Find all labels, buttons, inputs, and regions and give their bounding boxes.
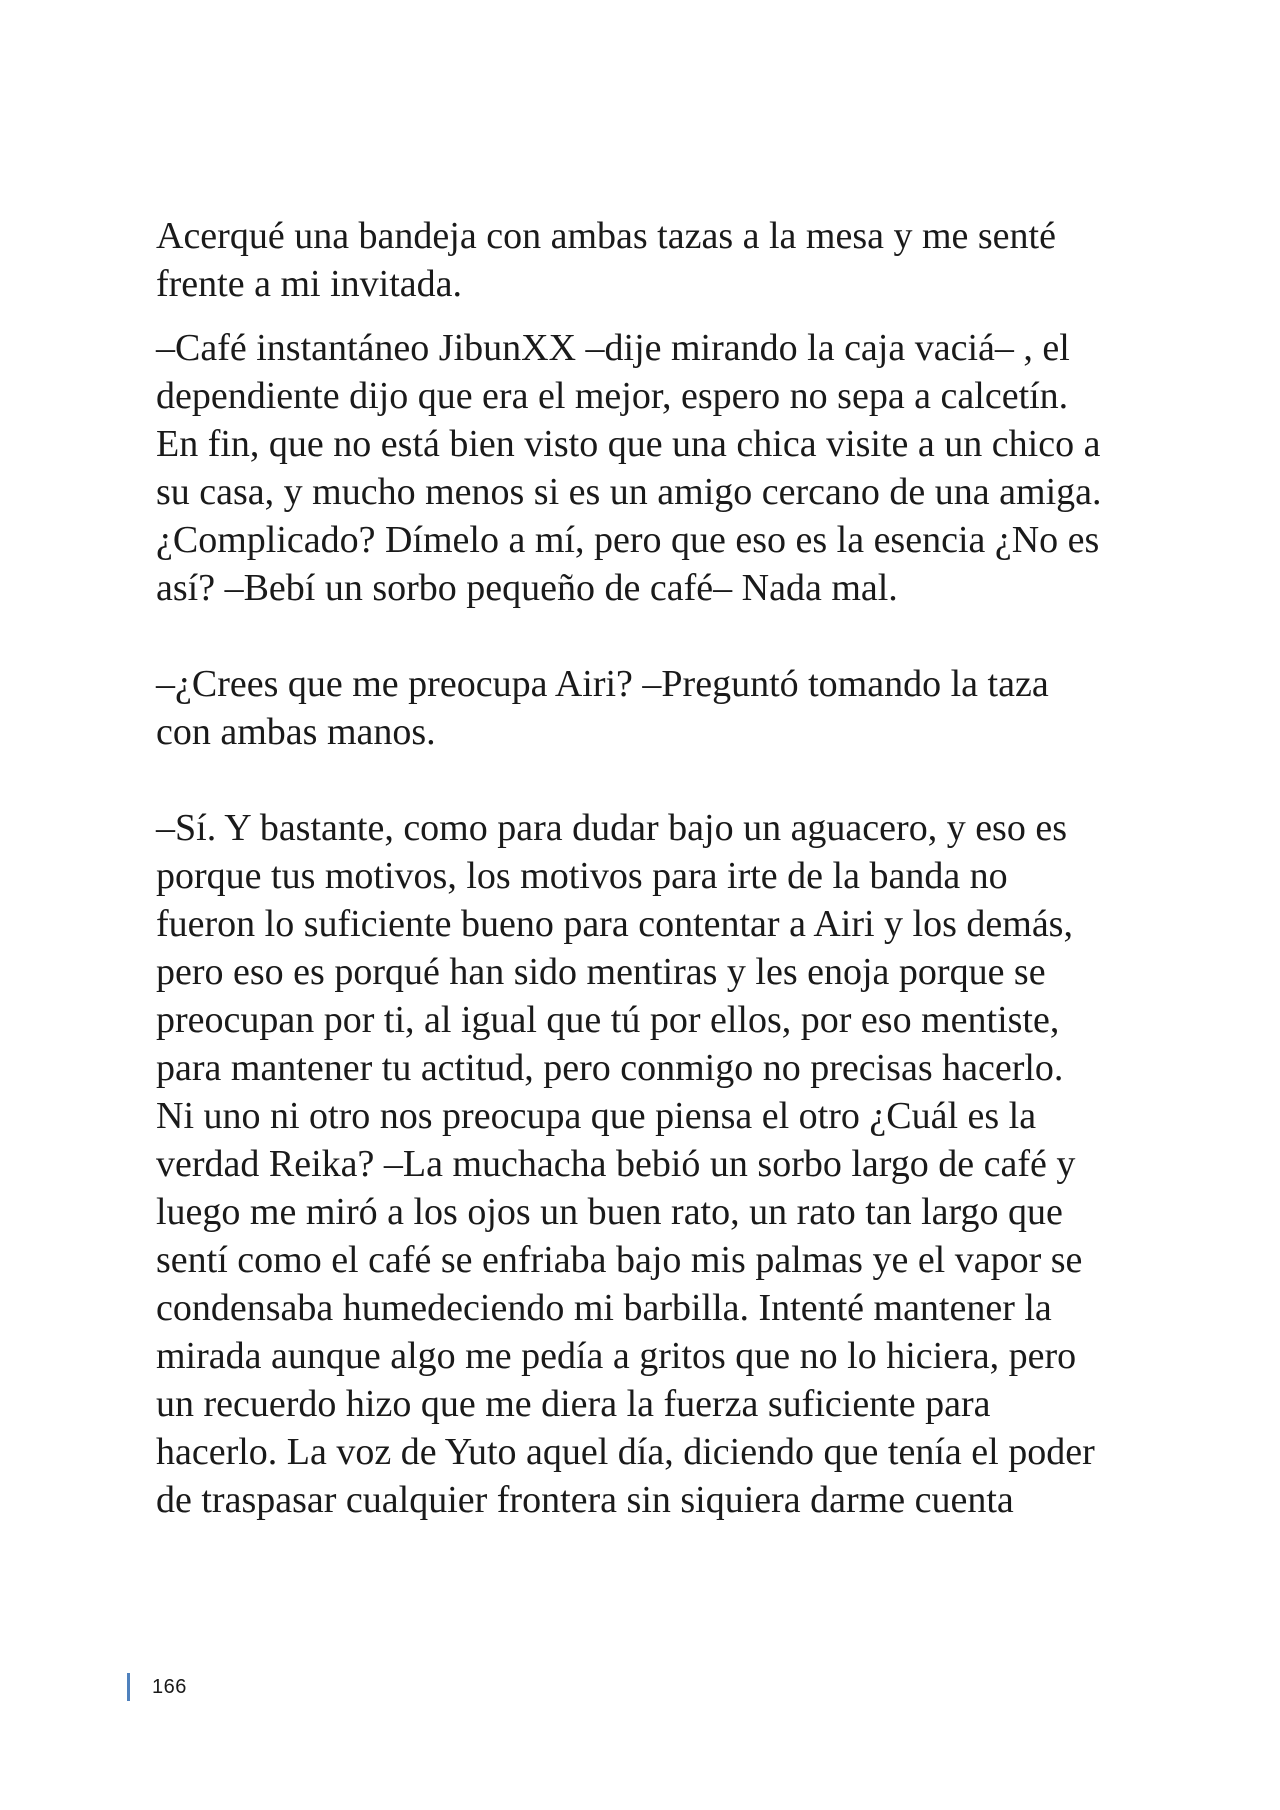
text-line: preocupan por ti, al igual que tú por ellos, por eso mentiste, (156, 999, 1060, 1041)
footer-rule (127, 1673, 130, 1701)
text-line: fueron lo suficiente bueno para contentar a Airi y los demás, (156, 903, 1073, 945)
text-line: ¿Complicado? Dímelo a mí, pero que eso es la esencia ¿No es (156, 519, 1100, 561)
text-line: pero eso es porqué han sido mentiras y les enoja porque se (156, 951, 1046, 993)
paragraph (156, 324, 1196, 612)
text-line: un recuerdo hizo que me diera la fuerza suficiente para (156, 1383, 991, 1425)
text-line: verdad Reika? –La muchacha bebió un sorbo largo de café y (156, 1143, 1076, 1185)
text-line: condensaba humedeciendo mi barbilla. Intenté mantener la (156, 1287, 1052, 1329)
text-line: En fin, que no está bien visto que una chica visite a un chico a (156, 423, 1101, 465)
body-text (156, 212, 1196, 1524)
text-line: –Sí. Y bastante, como para dudar bajo un aguacero, y eso es (156, 807, 1067, 849)
text-line: mirada aunque algo me pedía a gritos que no lo hiciera, pero (156, 1335, 1077, 1377)
text-line: frente a mi invitada. (156, 263, 462, 305)
text-line: dependiente dijo que era el mejor, espero no sepa a calcetín. (156, 375, 1069, 417)
text-line: –Café instantáneo JibunXX –dije mirando la caja vaciá– , el (156, 327, 1070, 369)
text-line: de traspasar cualquier frontera sin siquiera darme cuenta (156, 1479, 1014, 1521)
page-footer (127, 1672, 187, 1702)
text-line: porque tus motivos, los motivos para irte de la banda no (156, 855, 1008, 897)
text-line: sentí como el café se enfriaba bajo mis palmas ye el vapor se (156, 1239, 1083, 1281)
text-line: su casa, y mucho menos si es un amigo cercano de una amiga. (156, 471, 1102, 513)
text-line: para mantener tu actitud, pero conmigo no precisas hacerlo. (156, 1047, 1064, 1089)
page-number: 166 (152, 1675, 187, 1698)
text-line: así? –Bebí un sorbo pequeño de café– Nada mal. (156, 567, 898, 609)
text-line: Ni uno ni otro nos preocupa que piensa el otro ¿Cuál es la (156, 1095, 1037, 1137)
text-line: luego me miró a los ojos un buen rato, un rato tan largo que (156, 1191, 1063, 1233)
text-line: con ambas manos. (156, 711, 436, 753)
paragraph (156, 660, 1196, 756)
paragraph (156, 212, 1196, 308)
text-line: hacerlo. La voz de Yuto aquel día, diciendo que tenía el poder (156, 1431, 1095, 1473)
paragraph (156, 804, 1196, 1524)
text-line: Acerqué una bandeja con ambas tazas a la mesa y me senté (156, 215, 1056, 257)
text-line: –¿Crees que me preocupa Airi? –Preguntó tomando la taza (156, 663, 1049, 705)
